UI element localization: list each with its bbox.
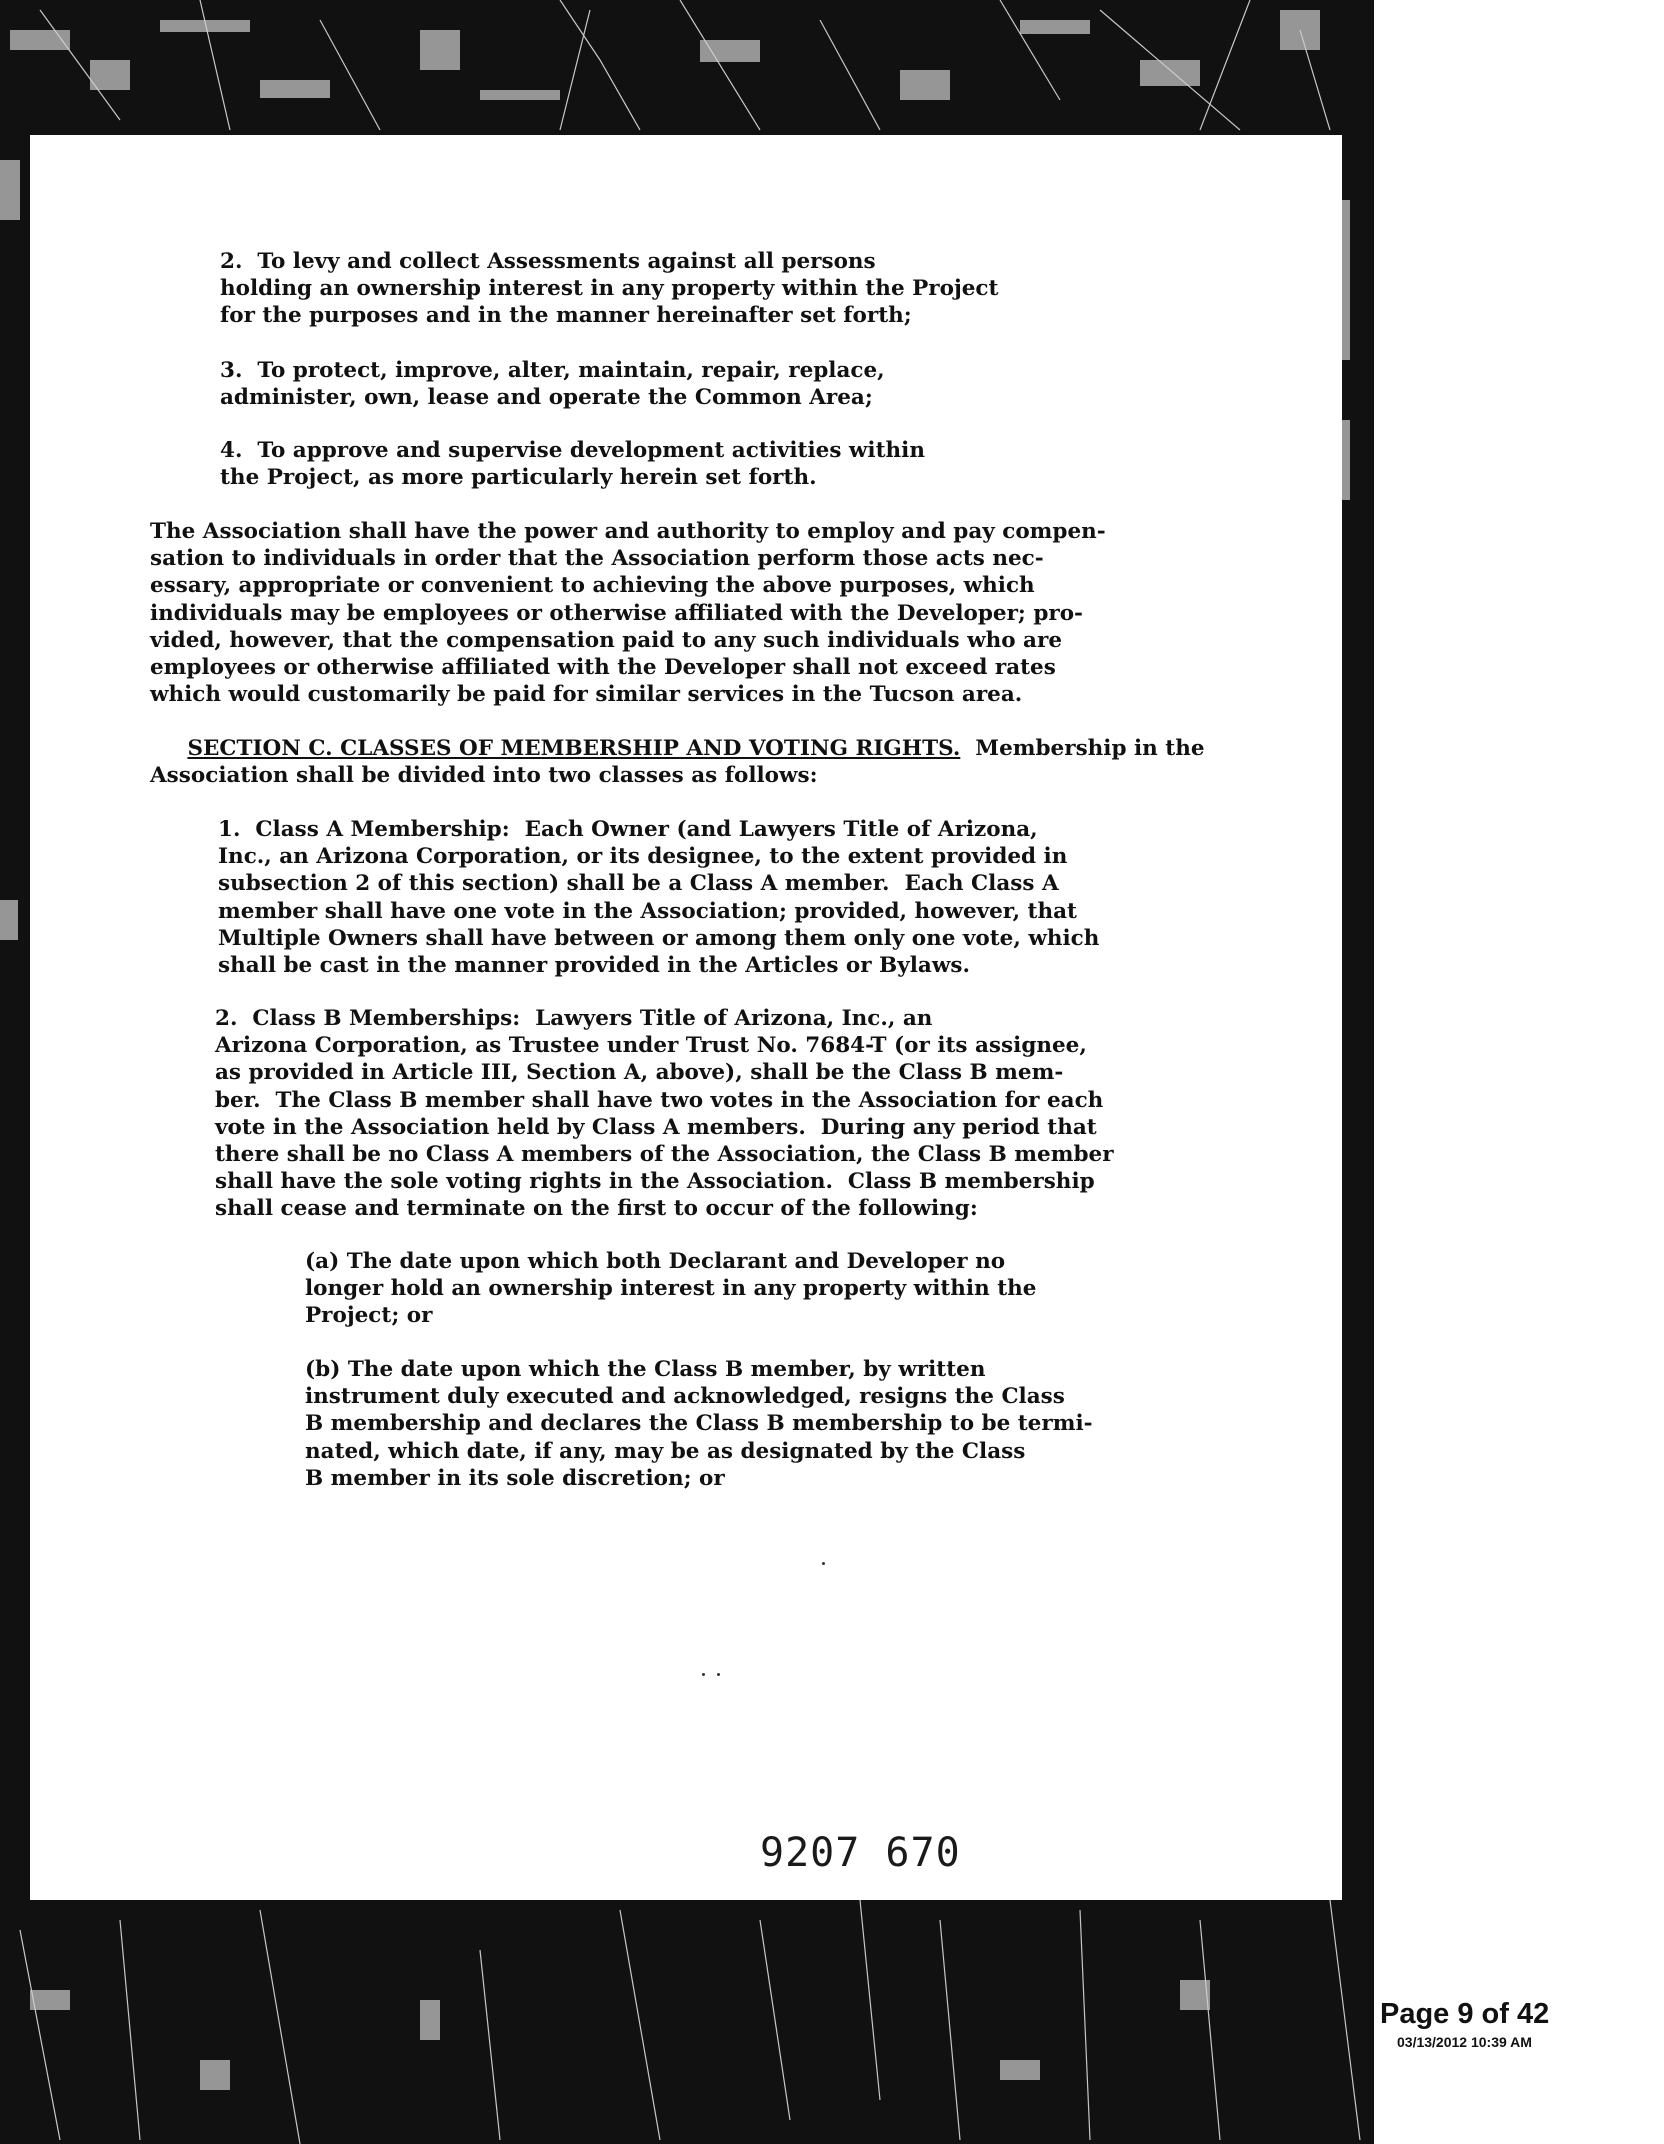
print-timestamp: 03/13/2012 10:39 AM <box>1397 2034 1532 2050</box>
text-line: Multiple Owners shall have between or among them only one vote, which <box>218 925 1100 951</box>
text-line: shall cease and terminate on the first to occur of the following: <box>215 1196 978 1222</box>
text-line: ber. The Class B member shall have two votes in the Association for each <box>215 1087 1104 1113</box>
text-line: instrument duly executed and acknowledged, resigns the Class <box>305 1384 1065 1410</box>
termination-clause-a <box>305 1248 1036 1330</box>
association-powers-paragraph <box>150 518 1106 708</box>
text-line: 1. Class A Membership: Each Owner (and Lawyers Title of Arizona, <box>218 817 1038 842</box>
text-line: employees or otherwise affiliated with the Developer shall not exceed rates <box>150 655 1056 681</box>
text-line: 3. To protect, improve, alter, maintain, repair, replace, <box>220 358 885 383</box>
text-line: B membership and declares the Class B membership to be termi- <box>305 1411 1093 1437</box>
text-line: 2. To levy and collect Assessments against all persons <box>220 249 876 274</box>
text-line: (b) The date upon which the Class B member, by written <box>305 1357 986 1382</box>
text-line: shall have the sole voting rights in the Association. Class B membership <box>215 1169 1095 1195</box>
section-c-paragraph <box>150 735 1205 789</box>
text-line: the Project, as more particularly herein set forth. <box>220 465 817 491</box>
section-c-heading-tail: Membership in the <box>960 736 1205 761</box>
text-line: holding an ownership interest in any property within the Project <box>220 276 999 302</box>
text-line: for the purposes and in the manner hereinafter set forth; <box>220 303 912 329</box>
text-line: vote in the Association held by Class A members. During any period that <box>215 1114 1097 1140</box>
text-line: shall be cast in the manner provided in the Articles or Bylaws. <box>218 953 970 979</box>
text-line: essary, appropriate or convenient to achieving the above purposes, which <box>150 573 1035 599</box>
text-line: subsection 2 of this section) shall be a Class A member. Each Class A <box>218 871 1059 897</box>
text-line: individuals may be employees or otherwise affiliated with the Developer; pro- <box>150 600 1083 626</box>
text-line: The Association shall have the power and authority to employ and pay compen- <box>150 519 1106 544</box>
approve-development-paragraph <box>220 437 925 491</box>
scan-speck <box>717 1673 720 1676</box>
recording-number: 9207 670 <box>760 1830 961 1876</box>
text-line: (a) The date upon which both Declarant and Developer no <box>305 1249 1006 1274</box>
section-c-heading: SECTION C. CLASSES OF MEMBERSHIP AND VOTING RIGHTS. <box>187 736 961 761</box>
text-line: Inc., an Arizona Corporation, or its designee, to the extent provided in <box>218 844 1068 870</box>
text-line: Arizona Corporation, as Trustee under Trust No. 7684-T (or its assignee, <box>215 1033 1087 1059</box>
text-line: vided, however, that the compensation paid to any such individuals who are <box>150 627 1062 653</box>
text-line: Project; or <box>305 1303 433 1329</box>
termination-clause-b <box>305 1356 1093 1492</box>
text-line: administer, own, lease and operate the Common Area; <box>220 385 873 411</box>
text-line: there shall be no Class A members of the Association, the Class B member <box>215 1142 1114 1168</box>
text-line: 2. Class B Memberships: Lawyers Title of Arizona, Inc., an <box>215 1006 933 1031</box>
page-indicator: Page 9 of 42 <box>1380 1998 1550 2030</box>
text-line: nated, which date, if any, may be as designated by the Class <box>305 1438 1026 1464</box>
class-a-membership-paragraph <box>218 816 1099 979</box>
text-line: B member in its sole discretion; or <box>305 1465 725 1491</box>
text-line: which would customarily be paid for similar services in the Tucson area. <box>150 682 1023 708</box>
levy-assessments-paragraph <box>220 248 998 330</box>
scan-speck <box>822 1562 825 1565</box>
text-line: member shall have one vote in the Association; provided, however, that <box>218 898 1077 924</box>
section-c-body: Association shall be divided into two classes as follows: <box>150 763 818 789</box>
text-line: longer hold an ownership interest in any property within the <box>305 1276 1037 1302</box>
class-b-membership-paragraph <box>215 1005 1114 1223</box>
text-line: sation to individuals in order that the Association perform those acts nec- <box>150 546 1044 572</box>
protect-common-area-paragraph <box>220 357 885 411</box>
scan-speck <box>702 1673 705 1676</box>
text-line: 4. To approve and supervise development activities within <box>220 438 925 463</box>
text-line: as provided in Article III, Section A, above), shall be the Class B mem- <box>215 1060 1064 1086</box>
